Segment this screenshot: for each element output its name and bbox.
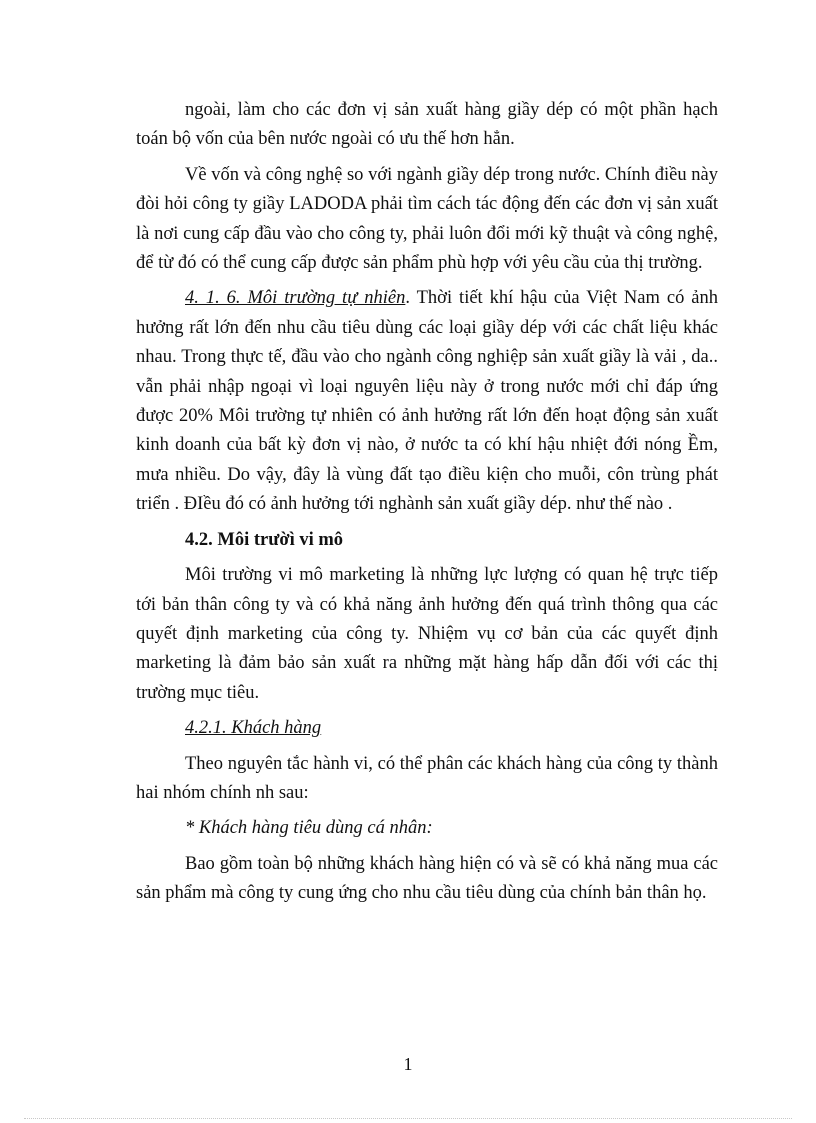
- page-bottom-border: [24, 1118, 792, 1119]
- paragraph-individual-consumers: Bao gồm toàn bộ những khách hàng hiện có và sẽ có khả năng mua các sản phẩm mà công ty cung ứng cho nhu cầu tiêu dùng của chính bản thân họ.: [136, 853, 718, 904]
- page-number: 1: [403, 1054, 413, 1074]
- paragraph-capital-technology: Về vốn và công nghệ so với ngành giầy dép trong nước. Chính điều này đòi hỏi công ty giầy LADODA phải tìm cách tác động đến các đơn vị sản xuất là nơi cung cấp đầu vào cho công ty, phải luôn đổi mới kỹ thuật và công nghệ, để từ đó có thể cung cấp được sản phẩm phù hợp với yêu cầu của thị trường.: [136, 164, 718, 274]
- section-4-2-heading: 4.2. Môi trườì vi mô: [185, 529, 344, 550]
- paragraph-natural-environment: [136, 284, 718, 519]
- individual-consumers-heading: * Khách hàng tiêu dùng cá nhân:: [185, 818, 433, 839]
- paragraph-customer-groups: Theo nguyên tắc hành vi, có thể phân các khách hàng của công ty thành hai nhóm chính nh sau:: [136, 753, 718, 803]
- section-4-2-1-heading-text: 4.2.1. Khách hàng: [185, 718, 322, 739]
- section-4-1-6-heading: 4. 1. 6. Môi trường tự nhiên: [185, 288, 406, 309]
- paragraph-natural-environment-body: . Thời tiết khí hậu của Việt Nam có ảnh hưởng rất lớn đến nhu cầu tiêu dùng các loại giầy dép với các chất liệu khác nhau. Trong thực tế, đầu vào cho ngành công nghiệp sản xuất giầy là vải , da.. vẫn phải nhập ngoại vì loại nguyên liệu này ở trong nước mới chỉ đáp ứng được 20% Môi trường tự nhiên có ảnh hưởng rất lớn đến hoạt động sản xuất kinh doanh của bất kỳ đơn vị nào, ở nước ta có khí hậu nhiệt đới nóng Ềm, mưa nhiều. Do vậy, đây là vùng đất tạo điều kiện cho muỗi, côn trùng phát triển . ĐIều đó có ảnh hưởng tới nghành sản xuất giầy dép. như thế nào .: [136, 288, 718, 515]
- body-text: [136, 96, 718, 915]
- paragraph-micro-environment: Môi trường vi mô marketing là những lực lượng có quan hệ trực tiếp tới bản thân công ty và có khả năng ảnh hưởng đến quá trình thông qua các quyết định marketing của công ty. Nhiệm vụ cơ bản của các quyết định marketing là đảm bảo sản xuất ra những mặt hàng hấp dẫn đối với các thị trường mục tiêu.: [136, 565, 718, 703]
- section-4-2-1-heading: [136, 714, 718, 743]
- paragraph-continuation: ngoài, làm cho các đơn vị sản xuất hàng giầy dép có một phần hạch toán bộ vốn của bên nước ngoài có ưu thế hơn hẳn.: [136, 100, 718, 150]
